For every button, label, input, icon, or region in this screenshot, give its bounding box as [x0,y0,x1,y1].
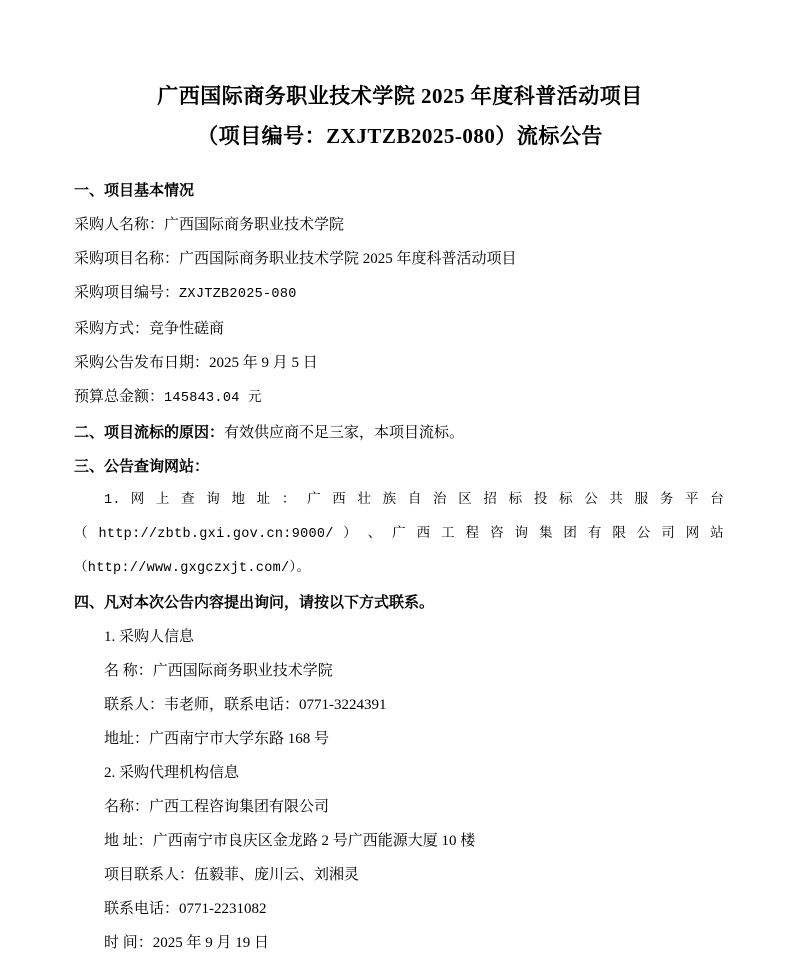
purchaser-name [104,654,726,688]
field-label: 地址： [104,731,150,747]
field-value: 广西国际商务职业技术学院 [164,217,345,233]
agency-info-block [74,790,726,960]
section-heading-4: 四、凡对本次公告内容提出询问，请按以下方式联系。 [74,595,435,611]
query-address-line-3: （http://www.gxgczxjt.com/）。 [74,561,311,576]
title-line-2: （项目编号：ZXJTZB2025-080）流标公告 [197,124,603,148]
field-label: 采购项目名称： [74,251,180,267]
page-title [74,62,726,156]
field-label: 采购公告发布日期： [74,355,210,371]
field-value: 广西南宁市良庆区金龙路 2 号广西能源大厦 10 楼 [152,833,476,849]
field-project-number [74,276,726,312]
field-announcement-date [74,346,726,380]
announcement-time [104,926,726,960]
field-label: 联系电话： [104,901,180,917]
field-label: 采购项目编号： [74,285,180,301]
field-value: 伍毅菲、庞川云、刘湘灵 [194,867,360,883]
field-value: 竞争性磋商 [149,321,225,337]
field-label: 联系人： [104,697,165,713]
field-value: 广西工程咨询集团有限公司 [149,799,330,815]
field-purchaser-name [74,208,726,242]
field-value: 广西国际商务职业技术学院 [152,663,333,679]
field-label: 名 称： [104,663,153,679]
field-value: 2025 年 9 月 5 日 [209,355,318,371]
field-label: 采购人名称： [74,217,165,233]
field-value: 广西南宁市大学东路 168 号 [149,731,330,747]
section-heading-1: 一、项目基本情况 [74,183,195,199]
section-heading-2-line [74,416,726,450]
field-label: 地 址： [104,833,153,849]
field-value: ZXJTZB2025-080 [179,287,297,302]
field-label: 项目联系人： [104,867,195,883]
purchaser-address [104,722,726,756]
query-address-line-1: 1. 网 上 查 询 地 址 ： 广 西 壮 族 自 治 区 招 标 投 标 公 共 服 务 平 台 [104,493,724,508]
field-budget-amount [74,380,726,416]
section-heading-2: 二、项目流标的原因： [74,425,225,441]
failure-reason-text: 有效供应商不足三家，本项目流标。 [224,425,465,441]
field-procurement-method [74,312,726,346]
section-project-info [74,174,726,416]
field-value: 广西国际商务职业技术学院 2025 年度科普活动项目 [179,251,517,267]
section-contact [74,586,726,960]
section-heading-3: 三、公告查询网站： [74,459,210,475]
field-value: 2025 年 9 月 19 日 [152,935,270,951]
agency-project-contacts [104,858,726,892]
section-failure-reason [74,416,726,450]
subsection-agency-info-title: 2. 采购代理机构信息 [104,765,240,781]
field-value: 145843.04 元 [164,391,262,406]
query-address-line-2: （ http://zbtb.gxi.gov.cn:9000/ ） 、 广 西 工 程 咨 询 集 团 有 限 公 司 网 站 [74,527,724,542]
purchaser-info-block [74,654,726,756]
field-label: 时 间： [104,935,153,951]
subsection-purchaser-info-title: 1. 采购人信息 [104,629,195,645]
title-line-1: 广西国际商务职业技术学院 2025 年度科普活动项目 [157,84,643,108]
field-label: 采购方式： [74,321,150,337]
field-value: 0771-2231082 [179,901,267,917]
agency-address [104,824,726,858]
field-project-name [74,242,726,276]
purchaser-contact-person [104,688,726,722]
field-label: 名称： [104,799,150,815]
field-label: 预算总金额： [74,389,165,405]
agency-phone [104,892,726,926]
section-query-website [74,450,726,586]
field-value: 韦老师，联系电话：0771-3224391 [164,697,387,713]
agency-name [104,790,726,824]
